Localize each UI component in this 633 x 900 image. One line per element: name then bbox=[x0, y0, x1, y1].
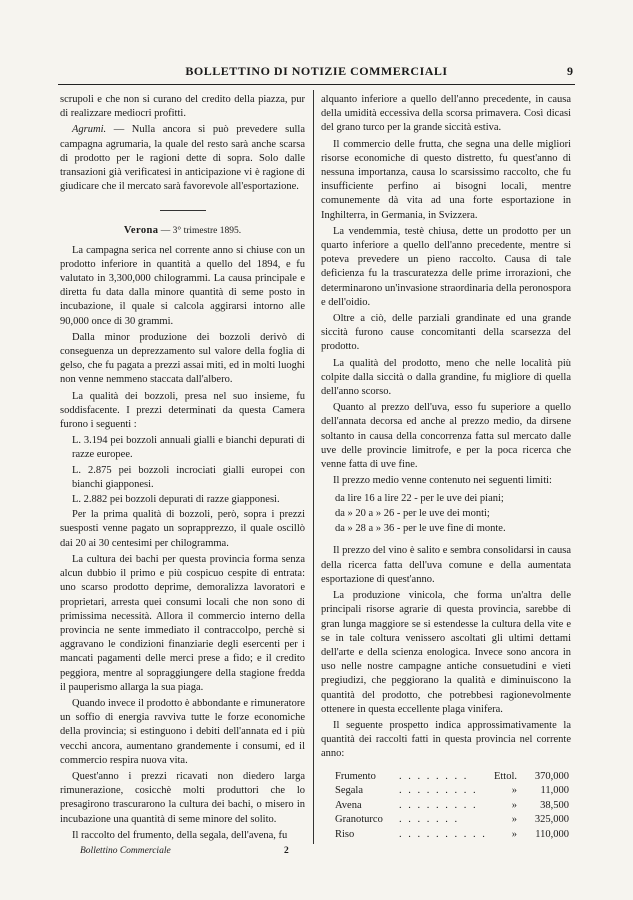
harvest-unit: » bbox=[511, 814, 517, 826]
header-title: BOLLETTINO DI NOTIZIE COMMERCIALI bbox=[185, 64, 448, 78]
paragraph: Quando invece il prodotto è abbondante e rimuneratore un soffio di energia ravviva tutte le forze economiche della provincia; si estinguono i debiti dell'annata ed i più vecchi ancora, aumentano grandemente i consumi, ed il commercio respira nuova vita. bbox=[60, 697, 305, 766]
section-separator bbox=[160, 210, 206, 211]
section-heading-verona bbox=[60, 224, 305, 238]
harvest-crop: Avena bbox=[335, 799, 362, 811]
column-divider bbox=[313, 90, 314, 844]
header-rule bbox=[58, 84, 575, 85]
section-city: Verona bbox=[123, 225, 159, 237]
harvest-leader-dots: . . . . . . . bbox=[399, 814, 460, 826]
paragraph: Oltre a ciò, delle parziali grandinate ed una grande siccità furono cause concomitanti della scarsezza del prodotto. bbox=[321, 313, 571, 353]
paragraph: Per la prima qualità di bozzoli, però, sopra i prezzi suesposti venne pagato un soprapprezzo, il quale oscillò dai 20 ai 30 centesimi per chilogramma. bbox=[60, 509, 305, 549]
paragraph-agrumi bbox=[60, 123, 305, 194]
paragraph: Il prezzo medio venne contenuto nei seguenti limiti: bbox=[333, 475, 552, 487]
page-header bbox=[60, 64, 573, 80]
paragraph: Il raccolto del frumento, della segala, dell'avena, fu bbox=[72, 829, 288, 841]
grape-price-row: da » 28 a » 36 - per le uve fine di monte. bbox=[335, 523, 506, 535]
left-column bbox=[60, 93, 305, 845]
harvest-table bbox=[335, 770, 571, 843]
paragraph: La qualità del prodotto, meno che nelle località più colpite dalla siccità o dalla grandine, fu migliore di quella dell'anno scorso. bbox=[321, 357, 571, 398]
paragraph: Il commercio delle frutta, che segna una delle migliori risorse economiche di questo distretto, fu quest'anno di nessuna importanza, causa lo scarsissimo raccolto, che fu insufficiente perfino ai bisogni locali, mentre comunemente dà vita ad una forte esportazione in Inghilterra, in Germania, in Svizzera. bbox=[321, 138, 571, 221]
grape-price-row: da » 20 a » 26 - per le uve dei monti; bbox=[335, 508, 490, 520]
page-footer bbox=[60, 846, 310, 860]
paragraph: alquanto inferiore a quello dell'anno precedente, in causa della umidità eccessiva della scorsa primavera. Così dicasi del grano turco per la grande siccità estiva. bbox=[321, 94, 571, 134]
paragraph-intro: scrupoli e che non si curano del credito della piazza, pur di realizzare mediocri profitti. bbox=[60, 94, 305, 120]
harvest-quantity: 38,500 bbox=[540, 799, 569, 811]
harvest-crop: Granoturco bbox=[335, 814, 383, 826]
section-period: — 3° trimestre 1895. bbox=[158, 226, 242, 237]
price-item: L. 2.882 pei bozzoli depurati di razze giapponesi. bbox=[72, 494, 280, 506]
harvest-row bbox=[335, 813, 571, 828]
price-item: L. 2.875 pei bozzoli incrociati gialli europei con bianchi giapponesi. bbox=[72, 464, 305, 490]
paragraph: La vendemmia, testè chiusa, dette un prodotto per un quarto inferiore a quello dell'anno precedente, mentre si poteva prevedere un pieno raccolto. Causa di tale deficienza fu la trascuratezza delle prime irrorazioni, che determinarono un'invasione straordinaria della peronospora e dell'oidio. bbox=[321, 225, 571, 308]
harvest-unit: Ettol. bbox=[493, 770, 517, 782]
harvest-leader-dots: . . . . . . . . . bbox=[399, 799, 478, 811]
harvest-row bbox=[335, 828, 571, 843]
harvest-quantity: 370,000 bbox=[534, 770, 569, 782]
harvest-leader-dots: . . . . . . . . . bbox=[399, 785, 478, 797]
harvest-row bbox=[335, 799, 571, 814]
harvest-unit: » bbox=[511, 785, 517, 797]
paragraph: Quest'anno i prezzi ricavati non diedero larga rimunerazione, cosicchè molti produttori che lo presagirono trascurarono la cultura dei bachi, o misero in incubazione una quantità di seme minore del solito. bbox=[60, 770, 305, 825]
agrumi-text: — Nulla ancora si può prevedere sulla campagna agrumaria, la quale del resto sarà anche scarsa di prodotto per le ragioni dette di sopra. Solo dalle transazioni già verificatesi in anticipazione vi è ragione di giudicare che il mercato sarà favorevole all'esportazione. bbox=[60, 124, 305, 193]
harvest-row bbox=[335, 770, 571, 785]
paragraph: Il seguente prospetto indica approssimativamente la quantità dei raccolti fatti in questa provincia nel corrente anno: bbox=[321, 719, 571, 760]
paragraph: Dalla minor produzione dei bozzoli derivò di conseguenza un deprezzamento sul valore della foglia di gelso, che fu pagata a prezzi assai miti, ed in molti luoghi non venne nemmeno staccata dall'albero. bbox=[60, 331, 305, 386]
grape-price-list bbox=[335, 491, 571, 536]
harvest-leader-dots: . . . . . . . . . . bbox=[399, 828, 487, 840]
grape-price-row: da lire 16 a lire 22 - per le uve dei piani; bbox=[335, 493, 504, 505]
paragraph: La produzione vinicola, che forma un'altra delle principali risorse agrarie di questa provincia, sarebbe di gran lunga maggiore se si estendesse la cultura della vite e se in tale coltura venissero ascoltati gli ultimi dettami dell'arte e della scienza enologica. Invece sono ancora in uso nelle nostre campagne antiche consuetudini e vieti pregiudizi, che peggiorano la qualità e diminuiscono la quantità del prodotto, che potrebbesi ragionevolmente ottenere in questa eccellente plaga vinifera. bbox=[321, 590, 571, 715]
harvest-row bbox=[335, 784, 571, 799]
paragraph: Quanto al prezzo dell'uva, esso fu superiore a quello dell'annata decorsa ed anche al prezzo medio, da dirsene soltanto in causa della concorrenza fatta sul mercato dalle uve delle provincie limitrofe, e per la poca ricerca che venne fatta di uve fine. bbox=[321, 402, 571, 471]
harvest-quantity: 11,000 bbox=[540, 785, 569, 797]
price-item: L. 3.194 pei bozzoli annuali gialli e bianchi depurati di razze europee. bbox=[72, 435, 305, 461]
harvest-crop: Frumento bbox=[335, 770, 376, 782]
right-column bbox=[321, 93, 571, 842]
paragraph: La campagna serica nel corrente anno si chiuse con un prodotto inferiore in quantità a quello del 1894, e fu valutato in 3,300,000 chilogrammi. La causa principale e diretta fu data dalla minore quantità di seme posto in incubazione, il quale si calcola aggirarsi intorno alle 90,000 once di 30 grammi. bbox=[60, 244, 305, 327]
footer-signature: 2 bbox=[284, 846, 289, 856]
paragraph: La qualità dei bozzoli, presa nel suo insieme, fu soddisfacente. I prezzi determinati da questa Camera furono i seguenti : bbox=[60, 390, 305, 431]
harvest-unit: » bbox=[511, 799, 517, 811]
paragraph: La cultura dei bachi per questa provincia forma senza alcun dubbio il primo e più cospicuo cespite di entrata: uno scarso prodotto deprime, demoralizza lavoratori e proprietari, arresta quei consumi locali che non sono di primissima necessità. Allora il commercio interno della provincia ne sente immediato il contraccolpo, perchè si aggravano le condizioni finanziarie degli esercenti per i mancati pagamenti delle merci prese a fido; e il credito peggiora, mentre al sopraggiungere della stagione fredda il pauperismo allarga la sua piaga. bbox=[60, 553, 305, 693]
agrumi-title: Agrumi. bbox=[72, 124, 107, 136]
paragraph: Il prezzo del vino è salito e sembra consolidarsi in causa della ricerca fatta dell'uva comune e della aumentata esportazione di quest'anno. bbox=[321, 545, 571, 585]
page-number: 9 bbox=[567, 64, 573, 78]
harvest-leader-dots: . . . . . . . . bbox=[399, 770, 469, 782]
harvest-quantity: 325,000 bbox=[534, 814, 569, 826]
harvest-crop: Riso bbox=[335, 828, 355, 840]
footer-title: Bollettino Commerciale bbox=[80, 846, 171, 856]
harvest-quantity: 110,000 bbox=[535, 828, 569, 840]
harvest-crop: Segala bbox=[335, 785, 363, 797]
harvest-unit: » bbox=[511, 828, 517, 840]
